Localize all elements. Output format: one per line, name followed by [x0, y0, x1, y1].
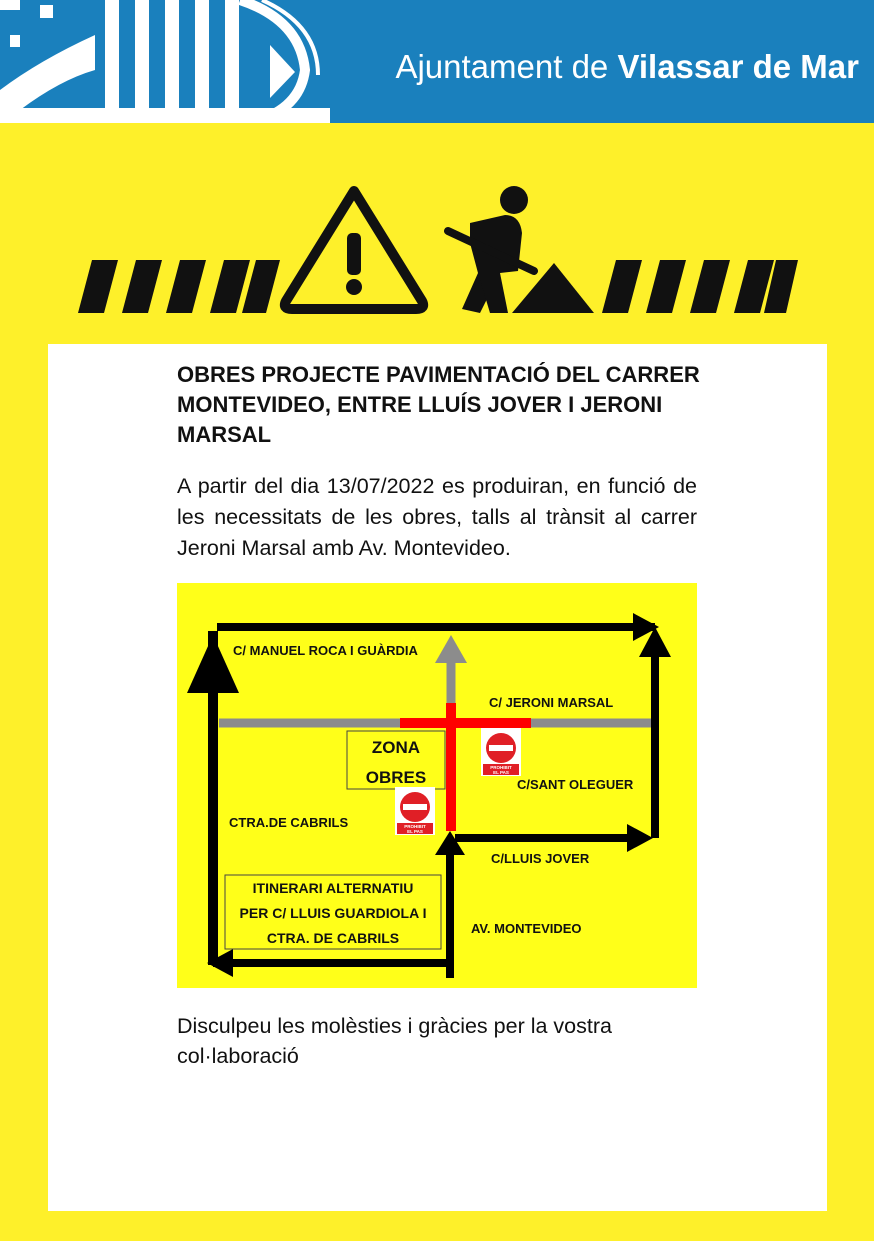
svg-text:PROHIBIT: PROHIBIT: [404, 824, 426, 829]
notice-title: OBRES PROJECTE PAVIMENTACIÓ DEL CARRER MONTEVIDEO, ENTRE LLUÍS JOVER I JERONI MARSAL: [177, 362, 700, 447]
closing-message: Disculpeu les molèsties i gràcies per la vostra col·laboració: [177, 1014, 612, 1068]
hazard-stripes-left: [78, 260, 280, 313]
zone-label-2: OBRES: [365, 768, 427, 787]
roadworks-banner: [0, 123, 874, 323]
label-manuel-roca: C/ MANUEL ROCA I GUÀRDIA: [233, 643, 418, 658]
alt-route-line-3: CTRA. DE CABRILS: [266, 930, 400, 946]
notice-body: A partir del dia 13/07/2022 es produiran, en funció de les necessitats de les obres, talls al trànsit al carrer Jeroni Marsal amb Av. Montevideo.: [177, 474, 697, 560]
roadworks-worker-icon: [448, 186, 594, 313]
warning-icon: [285, 191, 423, 309]
organization-name: Ajuntament de Vilassar de Mar: [395, 48, 859, 85]
municipal-logo-icon: [0, 0, 330, 123]
svg-text:PROHIBIT: PROHIBIT: [490, 765, 512, 770]
alt-route-line-2: PER C/ LLUIS GUARDIOLA I: [239, 905, 427, 921]
svg-text:EL PAS: EL PAS: [493, 770, 509, 775]
label-lluis-jover: C/LLUIS JOVER: [491, 851, 590, 866]
detour-map: [177, 583, 697, 988]
label-sant-oleguer: C/SANT OLEGUER: [517, 777, 634, 792]
label-jeroni-marsal: C/ JERONI MARSAL: [489, 695, 614, 710]
label-ctra-cabrils: CTRA.DE CABRILS: [229, 815, 349, 830]
hazard-stripes-right: [602, 260, 798, 313]
no-entry-sign-icon: [481, 728, 521, 776]
no-entry-sign-icon: [395, 787, 435, 835]
svg-text:EL PAS: EL PAS: [407, 829, 423, 834]
alt-route-line-1: ITINERARI ALTERNATIU: [252, 880, 414, 896]
zone-label-1: ZONA: [371, 738, 421, 757]
header-bar: [0, 0, 874, 123]
label-av-montevideo: AV. MONTEVIDEO: [471, 921, 582, 936]
